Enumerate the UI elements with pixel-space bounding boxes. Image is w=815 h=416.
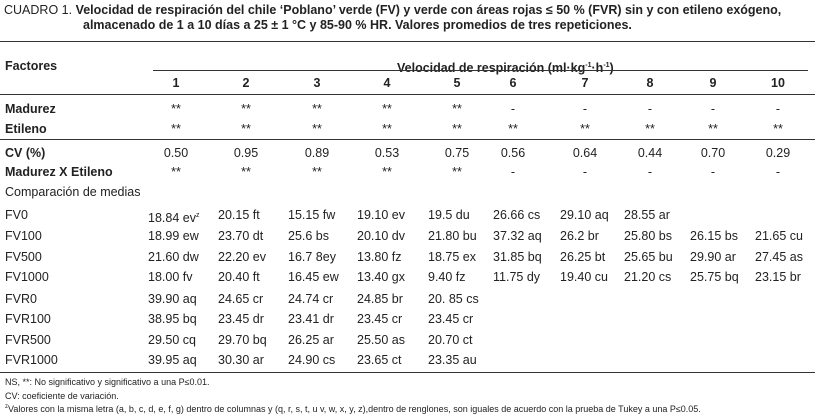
day-header-3: 3 xyxy=(313,76,321,90)
mean-value: 22.20 ev xyxy=(218,250,266,264)
etileno-row-label: Etileno xyxy=(5,122,47,136)
mean-value: 23.35 au xyxy=(428,353,477,367)
etileno-row-value: ** xyxy=(508,122,518,136)
mean-value: 39.95 aq xyxy=(148,353,197,367)
cv-row-label: CV (%) xyxy=(5,146,46,160)
mean-value: 23.70 dt xyxy=(218,229,264,243)
footnote-ns: NS, **: No significativo y significativo a una P≤0.01. xyxy=(5,377,210,387)
mean-value: 20. 85 cs xyxy=(428,292,479,306)
mean-value: 18.75 ex xyxy=(428,250,476,264)
mean-value: 21.65 cu xyxy=(755,229,803,243)
day-header-1: 1 xyxy=(172,76,180,90)
etileno-row-value: ** xyxy=(708,122,718,136)
madurez-row-value: - xyxy=(710,102,716,116)
mean-value: 29.70 bq xyxy=(218,333,267,347)
cv-row-value: 0.64 xyxy=(572,146,598,160)
interaction-row-value: - xyxy=(710,165,716,179)
madurez-row-value: - xyxy=(647,102,653,116)
day-header-7: 7 xyxy=(581,76,589,90)
mean-value: 26.2 br xyxy=(560,229,599,243)
caption-line-1: Velocidad de respiración del chile ‘Poblano’ verde (FV) y verde con áreas rojas ≤ 50 % (FVR) sin y con etileno exógeno, xyxy=(75,3,782,17)
interaction-row-value: - xyxy=(775,165,781,179)
interaction-row-value: - xyxy=(510,165,516,179)
mean-value: 25.50 as xyxy=(357,333,405,347)
bottom-rule xyxy=(0,372,815,373)
mean-value: 26.25 bt xyxy=(560,250,606,264)
means-row-label: FV0 xyxy=(5,208,28,222)
mean-value: 25.80 bs xyxy=(624,229,672,243)
caption-line-2: almacenado de 1 a 10 días a 25 ± 1 °C y 85-90 % HR. Valores promedios de tres repeticiones. xyxy=(83,18,632,32)
mean-value: 26.15 bs xyxy=(690,229,738,243)
cv-row-value: 0.95 xyxy=(233,146,259,160)
header-rule xyxy=(0,94,815,95)
mean-value: 25.75 bq xyxy=(690,270,739,284)
footnote-cv: CV: coeficiente de variación. xyxy=(5,391,119,401)
mean-value: 21.20 cs xyxy=(624,270,672,284)
mean-value: 18.00 fv xyxy=(148,270,193,284)
madurez-row-value: ** xyxy=(171,102,181,116)
mean-value: 21.60 dw xyxy=(148,250,199,264)
madurez-row-value: - xyxy=(510,102,516,116)
mean-value: 16.7 8ey xyxy=(288,250,336,264)
mean-value: 16.45 ew xyxy=(288,270,339,284)
madurez-row-value: ** xyxy=(241,102,251,116)
mean-value: 23.45 cr xyxy=(357,312,403,326)
mean-value: 20.15 ft xyxy=(218,208,260,222)
mean-value: 19.10 ev xyxy=(357,208,405,222)
table-caption xyxy=(4,3,810,33)
mean-value: 25.6 bs xyxy=(288,229,330,243)
means-row-label: FVR1000 xyxy=(5,353,58,367)
caption-lead: CUADRO 1. xyxy=(4,3,73,17)
velocidad-header: Velocidad de respiración $(ml\cdot kg^{-1}\cdot h^{-1})$ xyxy=(397,61,614,75)
mean-value: 24.65 cr xyxy=(218,292,264,306)
mean-value: 24.74 cr xyxy=(288,292,334,306)
mean-value: 38.95 bq xyxy=(148,312,197,326)
footnote-marker: z xyxy=(195,212,200,219)
mean-value: 26.66 cs xyxy=(493,208,541,222)
means-row-label: FV1000 xyxy=(5,270,49,284)
comparison-title: Comparación de medias xyxy=(5,185,141,199)
interaction-row-value: - xyxy=(647,165,653,179)
means-row-label: FV100 xyxy=(5,229,42,243)
etileno-row-value: ** xyxy=(241,122,251,136)
interaction-row-value: - xyxy=(582,165,588,179)
madurez-row-label: Madurez xyxy=(5,102,56,116)
means-row-label: FVR500 xyxy=(5,333,51,347)
mean-value: 29.10 aq xyxy=(560,208,609,222)
cv-row-value: 0.29 xyxy=(765,146,791,160)
mean-value: 11.75 dy xyxy=(493,270,541,284)
factores-header: Factores xyxy=(5,59,58,73)
cv-row-value: 0.70 xyxy=(700,146,726,160)
mean-value: 19.5 du xyxy=(428,208,470,222)
mean-value: 15.15 fw xyxy=(288,208,336,222)
interaction-row-value: ** xyxy=(382,165,392,179)
cv-row-value: 0.53 xyxy=(374,146,400,160)
day-header-6: 6 xyxy=(509,76,517,90)
madurez-row-value: ** xyxy=(382,102,392,116)
header-subrule xyxy=(153,70,808,71)
mean-value: 20.40 ft xyxy=(218,270,260,284)
mean-value: 13.40 gx xyxy=(357,270,405,284)
day-header-8: 8 xyxy=(646,76,654,90)
mean-value: 21.80 bu xyxy=(428,229,477,243)
madurez-row-value: ** xyxy=(452,102,462,116)
means-row-label: FVR0 xyxy=(5,292,37,306)
mean-value: 20.10 dv xyxy=(357,229,405,243)
mean-value: 24.90 cs xyxy=(288,353,336,367)
interaction-row-value: ** xyxy=(312,165,322,179)
mean-value: 37.32 aq xyxy=(493,229,542,243)
mean-value: 20.70 ct xyxy=(428,333,473,347)
sig-rule xyxy=(0,139,815,140)
footnote-z: $^z$Valores con la misma letra (a, b, c, d, e, f, g) dentro de columnas y (q, r, s, t, u v, w, x, y, z),dentro de renglones, son iguales de acuerdo con la prueba de Tukey a una P≤0.05. xyxy=(5,404,701,414)
mean-value: 18.99 ew xyxy=(148,229,199,243)
cv-row-value: 0.75 xyxy=(444,146,470,160)
cv-row-value: 0.89 xyxy=(304,146,330,160)
mean-value: 29.50 cq xyxy=(148,333,196,347)
madurez-row-value: - xyxy=(775,102,781,116)
mean-value: 24.85 br xyxy=(357,292,403,306)
etileno-row-value: ** xyxy=(645,122,655,136)
etileno-row-value: ** xyxy=(171,122,181,136)
top-rule xyxy=(0,41,815,42)
day-header-4: 4 xyxy=(383,76,391,90)
interaction-row-value: ** xyxy=(171,165,181,179)
mean-value: 25.65 bu xyxy=(624,250,673,264)
etileno-row-value: ** xyxy=(773,122,783,136)
madurez-row-value: - xyxy=(582,102,588,116)
mean-value: 27.45 as xyxy=(755,250,803,264)
day-header-5: 5 xyxy=(453,76,461,90)
mean-value: 23.41 dr xyxy=(288,312,334,326)
mean-value: 26.25 ar xyxy=(288,333,334,347)
mean-value: 28.55 ar xyxy=(624,208,670,222)
means-row-label: FVR100 xyxy=(5,312,51,326)
mean-value: 23.45 dr xyxy=(218,312,264,326)
mean-value: 29.90 ar xyxy=(690,250,736,264)
mean-value: 9.40 fz xyxy=(428,270,466,284)
day-header-9: 9 xyxy=(709,76,717,90)
cv-row-value: 0.44 xyxy=(637,146,663,160)
etileno-row-value: ** xyxy=(312,122,322,136)
madurez-row-value: ** xyxy=(312,102,322,116)
day-header-10: 10 xyxy=(771,76,785,90)
mean-value: 39.90 aq xyxy=(148,292,197,306)
etileno-row-value: ** xyxy=(580,122,590,136)
interaction-row-value: ** xyxy=(452,165,462,179)
mean-value: 23.45 cr xyxy=(428,312,474,326)
mean-value: 19.40 cu xyxy=(560,270,608,284)
means-row-label: FV500 xyxy=(5,250,42,264)
cv-row-value: 0.56 xyxy=(500,146,526,160)
mean-value: 31.85 bq xyxy=(493,250,542,264)
etileno-row-value: ** xyxy=(452,122,462,136)
etileno-row-value: ** xyxy=(382,122,392,136)
day-header-2: 2 xyxy=(242,76,250,90)
mean-value: 23.65 ct xyxy=(357,353,402,367)
interaction-row-label: Madurez X Etileno xyxy=(5,165,113,179)
interaction-row-value: ** xyxy=(241,165,251,179)
mean-value: 23.15 br xyxy=(755,270,801,284)
mean-value: 13.80 fz xyxy=(357,250,402,264)
mean-value: 30.30 ar xyxy=(218,353,264,367)
mean-value: 18.84 $ev^z$ xyxy=(148,211,200,226)
cv-row-value: 0.50 xyxy=(163,146,189,160)
